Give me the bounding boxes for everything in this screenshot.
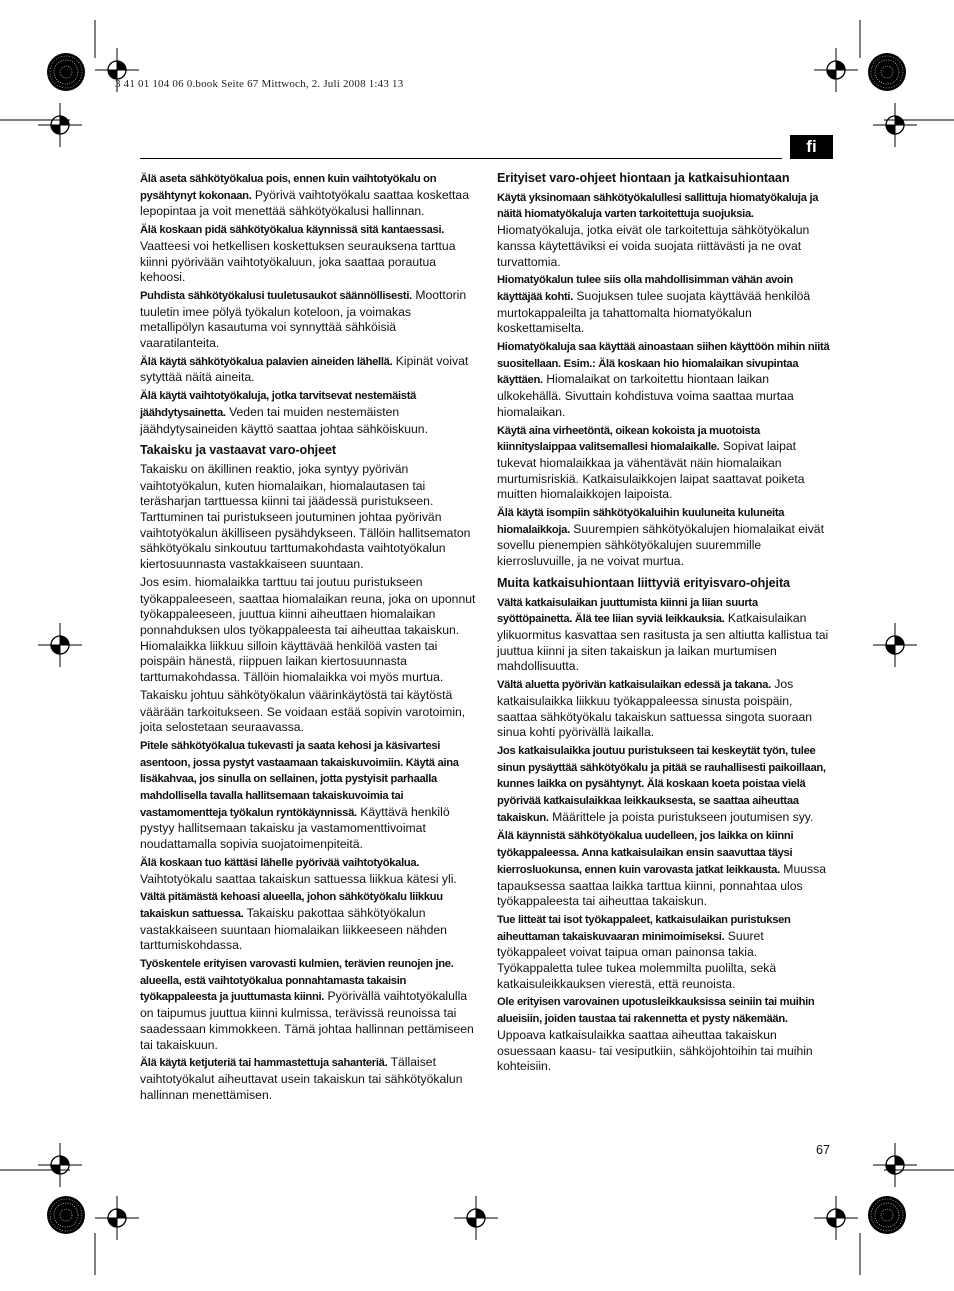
paragraph <box>140 354 478 386</box>
bold-lead: Hiomatyökaluja saa käyttää ainoastaan siihen käyttöön mihin niitä suositellaan. Esim.: Älä koskaan hio hiomalaikan sivupintaa käyttäen. <box>497 341 830 387</box>
body-text: Kipinät voivat sytyttää näitä aineita. <box>140 353 469 385</box>
bold-lead: Puhdista sähkötyökalusi tuuletusaukot säännöllisesti. <box>140 289 412 302</box>
paragraph <box>497 339 835 421</box>
paragraph <box>140 889 478 954</box>
body-text: Hiomalaikat on tarkoitettu hiontaan laikan ulkokehällä. Sivuttain kohdistuva voima saattaa murtaa hiomalaikan. <box>497 372 794 419</box>
paragraph <box>497 190 835 271</box>
body-text: Suurempien sähkötyökalujen hiomalaikat eivät sovellu pienempien sähkötyökalujen suuremmille kierrosluvuille, ja ne voivat murtua. <box>497 521 824 569</box>
bold-lead: Ole erityisen varovainen upotusleikkauksissa seiniin tai muihin alueisiin, joiden taustaa tai rakennetta et pysty näkemään. <box>497 996 815 1026</box>
bold-lead: Työskentele erityisen varovasti kulmien, terävien reunojen jne. alueella, estä vaihtotyökalua ponnahtamasta takaisin työkappaleesta ja juuttumasta kiinni. <box>140 958 454 1004</box>
section-heading: Takaisku ja vastaavat varo-ohjeet <box>140 443 336 458</box>
body-text: Suojuksen tulee suojata käyttävää henkilöä murtokappaleilta ja tahattomalta hiomatyökalun koskettamiselta. <box>497 288 811 336</box>
paragraph <box>497 828 835 910</box>
bold-lead: Älä käytä vaihtotyökaluja, jotka tarvitsevat nestemäistä jäähdytysainetta. <box>140 390 417 419</box>
bold-lead: Älä koskaan pidä sähkötyökalua käynnissä sitä kantaessasi. <box>140 224 445 237</box>
body-text: Pyörivällä vaihtotyökalulla on taipumus juuttua kiinni kulmissa, terävissä reunoissa tai saadessaan kimmokkeen. Tämä johtaa hallinnan pettämiseen tai takaiskuun. <box>140 989 474 1052</box>
body-text: Pyörivä vaihtotyökalu saattaa koskettaa lepopintaa ja voit menettää sähkötyökalusi hallinnan. <box>140 187 469 219</box>
body-text: Sopivat laipat tukevat hiomalaikkaa ja vähentävät näin hiomalaikan murtumisriskiä. Katkaisulaikkojen laipat saattavat poiketa muitten hiomalaikkojen laipoista. <box>497 439 805 502</box>
body-text: Muussa tapauksessa saattaa laikka tarttua kiinni, ponnahtaa ulos työkappaleesta tai aiheuttaa takaiskun. <box>497 861 826 909</box>
body-text: Hiomatyökaluja, jotka eivät ole tarkoitettuja sähkötyökalun kanssa käytettäviksi ei voida suojata riittävästi ja ne ovat turvattomia. <box>497 223 810 269</box>
page-number: 67 <box>816 1143 830 1157</box>
body-text: Vaihtotyökalu saattaa takaiskun sattuessa liikkua kätesi yli. <box>140 871 457 886</box>
section-heading: Erityiset varo-ohjeet hiontaan ja katkaisuhiontaan <box>497 171 790 185</box>
paragraph <box>497 994 835 1075</box>
language-tab: fi <box>790 135 833 159</box>
bold-lead: Käytä aina virheetöntä, oikean kokoista ja muotoista kiinnityslaippaa valitsemallesi hiomalaikalle. <box>497 424 760 454</box>
paragraph <box>140 462 478 573</box>
body-text: Katkaisulaikan ylikuormitus kasvattaa sen rasitusta ja sen altiutta kallistua tai juuttua kiinni ja siten takaiskun ja laikan murtumisen mahdollisuutta. <box>497 611 829 674</box>
bold-lead: Älä käynnistä sähkötyökalua uudelleen, jos laikka on kiinni työkappaleessa. Anna katkaisulaikan ensin saavuttaa täysi kierrosluokunsa, ennen kuin varovasta jatkat leikkausta. <box>497 830 794 876</box>
paragraph <box>140 855 478 887</box>
paragraph <box>497 505 835 570</box>
bold-lead: Hiomatyökalun tulee siis olla mahdollisimman vähän avoin käyttäjää kohti. <box>497 274 793 303</box>
paragraph <box>140 388 478 437</box>
body-text: Uppoava katkaisulaikka saattaa aiheuttaa takaiskun osuessaan kaasu- tai vesiputkiin, sähköjohtoihin tai muihin kohteisiin. <box>497 1027 813 1074</box>
bold-lead: Jos katkaisulaikka joutuu puristukseen tai keskeytät työn, tulee sinun pysäyttää sähkötyökalu ja pitää se rauhallisesti paikoillaan, kunnes laikka on pysähtynyt. Älä koskaan koeta poistaa vielä pyörivää katkaisulaikkaa leikkauksesta, se saattaa aiheuttaa takaiskun. <box>497 744 826 824</box>
body-text: Vaatteesi voi hetkellisen koskettuksen seurauksena tarttua kiinni pyörivään vaihtotyökaluun, joka saattaa porautua kehoosi. <box>140 238 456 285</box>
header-rule <box>140 158 782 159</box>
paragraph <box>497 423 835 504</box>
body-text: Moottorin tuuletin imee pölyä työkalun koteloon, ja voimakas metallipölyn kasautuma voi synnyttää sähköisiä vaaratilanteita. <box>140 287 467 351</box>
section-heading: Muita katkaisuhiontaan liittyviä erityisvaro-ohjeita <box>497 575 790 590</box>
body-text: Jos esim. hiomalaikka tarttuu tai joutuu puristukseen työkappaleeseen, saattaa hiomalaikan reuna, joka on uponnut työkappaleeseen, juuttua kiinni aiheuttaen hiomalaikan ponnahduksen ulos työkappaleesta tai aiheuttaa takaiskun. Hiomalaikka liikkuu silloin käyttävää henkilöä vasten tai poispäin hänestä, riippuen laikan kiertosuunnasta tarttumakohdassa. Tällöin hiomalaikka voi myös murtua. <box>140 574 476 685</box>
body-text: Takaisku on äkillinen reaktio, joka syntyy pyörivän vaihtotyökalun, kuten hiomalaikan, hiomalautasen tai teräsharjan tarttuessa kiinni tai jäädessä puristukseen. Tarttuminen tai puristukseen joutuminen johtaa pyörivän vaihtotyökalun äkilliseen pysähdykseen. Tällöin hallitsematon sähkötyökalu sinkoutuu tarttumakohdasta vaihtotyökalun kiertosuunnasta vastakkaiseen suuntaan. <box>140 461 471 572</box>
bold-lead: Älä koskaan tuo kättäsi lähelle pyörivää vaihtotyökalua. <box>140 856 420 869</box>
body-text: Takaisku johtuu sähkötyökalun väärinkäytöstä tai käytöstä väärään tarkoitukseen. Se voidaan estää sopivin varotoimin, joita selostetaan seuraavassa. <box>140 687 466 735</box>
paragraph <box>140 738 478 853</box>
bold-lead: Tue litteät tai isot työkappaleet, katkaisulaikan puristuksen aiheuttaman takaiskuvaaran minimoimiseksi. <box>497 913 791 943</box>
paragraph <box>497 595 835 676</box>
bold-lead: Käytä yksinomaan sähkötyökalullesi sallittuja hiomatyökaluja ja näitä hiomatyökaluja varten tarkoitettuja suojuksia. <box>497 191 819 221</box>
paragraph <box>140 171 478 220</box>
body-text: Suuret työkappaleet voivat taipua oman painonsa takia. Työkappaletta tulee tukea molemmilta puolilta, sekä katkaisuleikkauksen vierestä, että reunoista. <box>497 928 777 991</box>
bold-lead: Vältä katkaisulaikan juuttumista kiinni ja liian suurta syöttöpainetta. Älä tee liian syviä leikkauksia. <box>497 596 758 626</box>
paragraph <box>497 272 835 337</box>
bold-lead: Vältä pitämästä kehoasi alueella, johon sähkötyökalu liikkuu takaiskun sattuessa. <box>140 891 443 920</box>
paragraph <box>497 912 835 993</box>
book-header-line: 3 41 01 104 06 0.book Seite 67 Mittwoch, 2. Juli 2008 1:43 13 <box>115 78 404 90</box>
body-text: Takaisku pakottaa sähkötyökalun vastakkaiseen suuntaan hiomalaikan liikkeeseen nähden tarttumiskohdassa. <box>140 905 447 953</box>
paragraph <box>497 677 835 741</box>
paragraph <box>140 1055 478 1103</box>
body-text: Jos katkaisulaikka liikkuu työkappaleessa sinusta poispäin, saattaa sähkötyökalu takaiskun sattuessa singota suoraan sinua kohti pyörivällä laikalla. <box>497 677 813 740</box>
paragraph <box>140 288 478 352</box>
left-column <box>140 171 478 1105</box>
bold-lead: Älä käytä isompiin sähkötyökaluihin kuuluneita kuluneita hiomalaikkoja. <box>497 507 785 536</box>
right-column <box>497 171 835 1077</box>
bold-lead: Älä käytä ketjuteriä tai hammastettuja sahanteriä. <box>140 1057 388 1070</box>
body-text: Käyttävä henkilö pystyy hallitsemaan takaisku ja vastamomenttivoimat noudattamalla sopivia suojatoimenpiteitä. <box>140 804 450 852</box>
paragraph <box>140 222 478 286</box>
paragraph <box>497 743 835 827</box>
bold-lead: Älä aseta sähkötyökalua pois, ennen kuin vaihtotyökalu on pysähtynyt kokonaan. <box>140 173 437 202</box>
bold-lead: Pitele sähkötyökalua tukevasti ja saata kehosi ja käsivartesi asentoon, jossa pystyt vastaamaan takaiskuvoimiin. Käytä aina lisäkahvaa, jos sinulla on sellainen, jotta pystyisit parhaalla mahdollisella tavalla hallitsemaan takaiskuvoimia tai vastamomentteja työkalun ryntökäynnissä. <box>140 739 459 819</box>
bold-lead: Vältä aluetta pyörivän katkaisulaikan edessä ja takana. <box>497 679 771 692</box>
paragraph <box>140 956 478 1053</box>
paragraph <box>140 688 478 736</box>
body-text: Määrittele ja poista puristukseen joutumisen syy. <box>548 809 814 824</box>
bold-lead: Älä käytä sähkötyökalua palavien aineiden lähellä. <box>140 355 393 368</box>
body-text: Tällaiset vaihtotyökalut aiheuttavat usein takaiskun tai sähkötyökalun hallinnan menettämisen. <box>140 1055 463 1102</box>
body-text: Veden tai muiden nestemäisten jäähdytysaineiden käyttö saattaa johtaa sähköiskuun. <box>140 404 428 436</box>
paragraph <box>140 575 478 686</box>
